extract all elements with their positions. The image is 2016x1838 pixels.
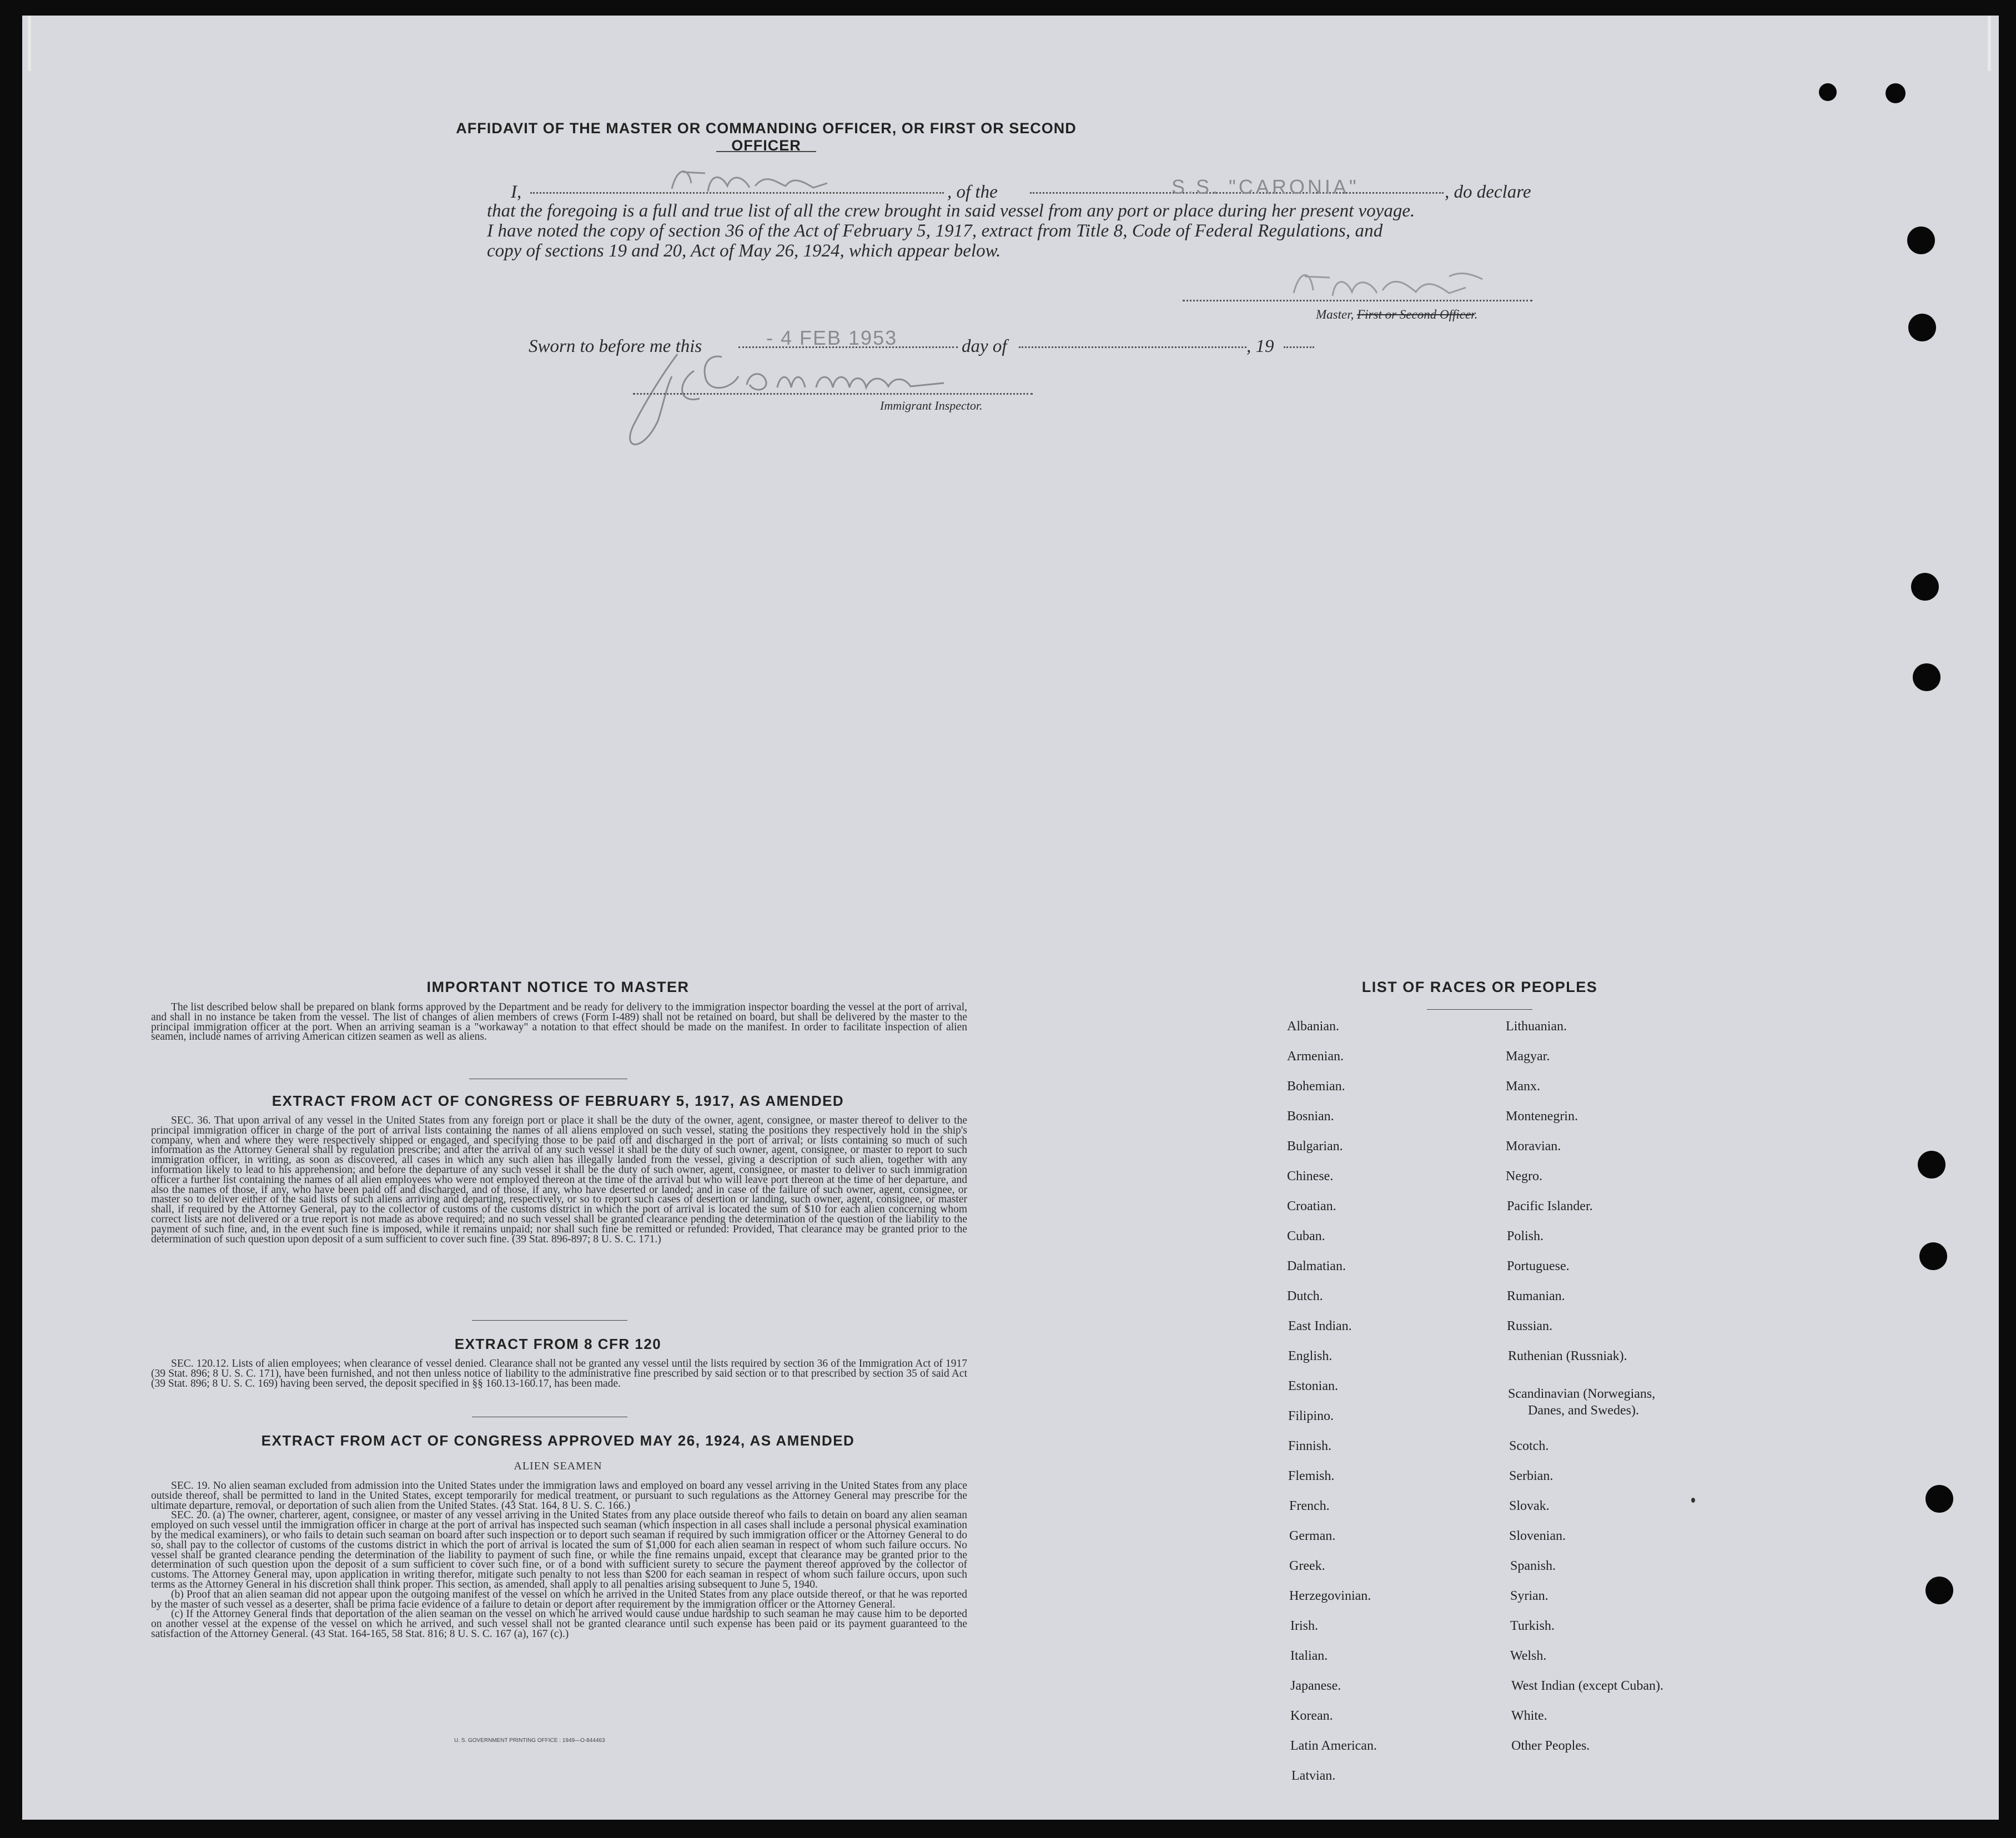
punch-hole <box>1925 1485 1953 1513</box>
extract-1917-body <box>151 1116 967 1244</box>
punch-hole <box>1886 83 1906 103</box>
race-item: Cuban. <box>1287 1229 1325 1243</box>
race-item: Estonian. <box>1288 1379 1338 1393</box>
extract-cfr-title: EXTRACT FROM 8 CFR 120 <box>454 1336 662 1352</box>
inspector-signature-line[interactable] <box>633 393 1033 395</box>
do-declare-label: , do declare <box>1445 182 1531 202</box>
race-item: Turkish. <box>1510 1619 1555 1633</box>
corner-mark-left <box>28 16 31 71</box>
race-item: Manx. <box>1506 1079 1540 1094</box>
year-blank[interactable] <box>1284 346 1314 348</box>
race-item: Serbian. <box>1509 1469 1554 1483</box>
race-item: Greek. <box>1289 1559 1325 1573</box>
sec-20a-paragraph: SEC. 20. (a) The owner, charterer, agent, consignee, or master of any vessel arriving in the United States from any place outside thereof who fails to detain on board any alien seaman employed on such vessel until the immigration officer in charge at the port of arrival has inspected such seaman (which inspection in all cases shall include a personal physical examination by the medical examiners), or who fails to detain such seaman on board after such inspection or to deport such seaman if required by such immigration officer or the Attorney General to do so, shall pay to the collector of customs of the customs district in which the port of arrival is located the sum of $1,000 for each alien seaman in respect of whom such failure occurs. No vessel shall be granted clearance pending the determination of the liability to payment of such fine, or while the fine remains unpaid, except that clearance may be granted prior to the determination of such question upon the deposit of a sum sufficient to cover such fine, or of a bond with sufficient surety to secure the payment thereof approved by the collector of customs. The Attorney General may, upon application in writing therefor, mitigate such penalty to not less than $200 for each seaman in respect of whom such failure occurs, upon such terms as the Attorney General in his discretion shall think proper. This section, as amended, shall apply to all penalties arising subsequent to June 5, 1940. <box>151 1509 967 1590</box>
extract-1917-divider <box>472 1320 627 1321</box>
race-item: Flemish. <box>1288 1469 1335 1483</box>
ink-speck <box>1691 1498 1695 1503</box>
race-item: Negro. <box>1506 1169 1542 1184</box>
race-item: Other Peoples. <box>1511 1739 1590 1753</box>
race-item: English. <box>1288 1349 1333 1363</box>
race-item: Syrian. <box>1510 1589 1549 1603</box>
punch-hole <box>1911 573 1939 601</box>
inspector-caption: Immigrant Inspector. <box>880 399 983 412</box>
race-item: West Indian (except Cuban). <box>1511 1679 1663 1693</box>
i-label: I, <box>511 182 522 202</box>
race-item: French. <box>1289 1499 1330 1513</box>
race-item: Spanish. <box>1510 1559 1556 1573</box>
race-item: Korean. <box>1290 1709 1333 1723</box>
race-item: German. <box>1289 1529 1336 1543</box>
corner-mark-right <box>1988 16 1991 71</box>
race-item: Latin American. <box>1290 1739 1377 1753</box>
race-item: Dalmatian. <box>1287 1259 1346 1273</box>
punch-hole <box>1908 314 1936 341</box>
race-item: Polish. <box>1507 1229 1544 1243</box>
race-item: Welsh. <box>1510 1649 1547 1663</box>
race-item: Herzegovinian. <box>1289 1589 1371 1603</box>
race-item: Scandinavian (Norwegians, <box>1508 1387 1656 1401</box>
race-item: Portuguese. <box>1507 1259 1570 1273</box>
notice-body <box>151 1003 967 1042</box>
race-item: Italian. <box>1290 1649 1328 1663</box>
race-item: Moravian. <box>1506 1139 1561 1154</box>
race-item: Bosnian. <box>1287 1109 1334 1124</box>
race-item: Filipino. <box>1288 1409 1334 1423</box>
race-item: Magyar. <box>1506 1049 1550 1064</box>
race-item: Pacific Islander. <box>1507 1199 1593 1213</box>
struck-officer-text: First or Second Officer <box>1357 308 1475 321</box>
race-item: Albanian. <box>1287 1019 1339 1034</box>
ship-name-stamp: S.S. "CARONIA" <box>1172 175 1359 198</box>
affidavit-line-2: that the foregoing is a full and true list of all the crew brought in said vessel from any port or place during her present voyage. <box>487 201 1415 221</box>
race-item: Slovak. <box>1509 1499 1550 1513</box>
sec-20b-paragraph: (b) Proof that an alien seaman did not appear upon the outgoing manifest of the vessel on which he arrived in the United States from any place outside thereof, or that he was reported by the master of such vessel as a deserter, shall be prima facie evidence of a failure to detain or deport after requirement by the immigration officer or the Attorney General. <box>151 1588 967 1610</box>
master-name-signature <box>666 161 833 200</box>
document-page <box>22 16 1999 1820</box>
race-item: Rumanian. <box>1507 1289 1565 1303</box>
race-item: Danes, and Swedes). <box>1528 1403 1639 1418</box>
notice-title: IMPORTANT NOTICE TO MASTER <box>426 979 690 995</box>
sworn-date-stamp: - 4 FEB 1953 <box>766 326 898 349</box>
race-item: Latvian. <box>1291 1769 1336 1783</box>
punch-hole <box>1913 663 1940 691</box>
sec-19-paragraph: SEC. 19. No alien seaman excluded from admission into the United States under the immigration laws and employed on board any vessel arriving in the United States from any place outside thereof, shall be permitted to land in the United States, except temporarily for medical treatment, or pursuant to such regulations as the Attorney General may prescribe for the ultimate departure, removal, or deportation of such alien from the United States. (43 Stat. 164, 8 U. S. C. 166.) <box>151 1480 967 1512</box>
year-prefix: , 19 <box>1246 336 1274 356</box>
race-item: East Indian. <box>1288 1319 1352 1333</box>
title-underline <box>716 151 816 152</box>
race-item: Finnish. <box>1288 1439 1332 1453</box>
sec-20c-paragraph: (c) If the Attorney General finds that deportation of the alien seaman on the vessel on which he arrived would cause undue hardship to such seaman he may cause him to be deported on another vessel at the expense of the vessel on which he arrived, and such vessel shall not be granted clearance until such expense has been paid or its payment guaranteed to the satisfaction of the Attorney General. (43 Stat. 164-165, 58 Stat. 816; 8 U. S. C. 167 (a), 167 (c).) <box>151 1608 967 1640</box>
race-item: Scotch. <box>1509 1439 1549 1453</box>
affidavit-line-4: copy of sections 19 and 20, Act of May 26, 1924, which appear below. <box>487 241 1001 261</box>
affidavit-title: AFFIDAVIT OF THE MASTER OR COMMANDING OFFICER, OR FIRST OR SECOND OFFICER <box>456 120 1077 154</box>
race-item: Bohemian. <box>1287 1079 1345 1094</box>
race-item: Croatian. <box>1287 1199 1336 1213</box>
printer-line: U. S. GOVERNMENT PRINTING OFFICE : 1949—O-844463 <box>454 1738 605 1744</box>
punch-hole <box>1907 226 1935 254</box>
race-item: Slovenian. <box>1509 1529 1566 1543</box>
extract-1924-body <box>151 1481 967 1639</box>
sworn-label: Sworn to before me this <box>529 336 702 356</box>
master-caption-text: Master, <box>1316 308 1354 321</box>
race-item: Ruthenian (Russniak). <box>1508 1349 1627 1363</box>
notice-paragraph: The list described below shall be prepared on blank forms approved by the Department and be ready for delivery to the immigration inspector boarding the vessel at the port of arrival, and shall in no instance be taken from the vessel. The list of changes of alien members of crews (Form I-489) shall not be retained on board, but shall be delivered by the master to the principal immigration officer at the port. When an arriving seaman is a "workaway" a notation to that effect should be made on the manifest. In order to facilitate inspection of alien seamen, include names of arriving American citizen seamen as well as aliens. <box>151 1001 967 1043</box>
master-signature <box>1283 260 1516 310</box>
extract-1917-title: EXTRACT FROM ACT OF CONGRESS OF FEBRUARY 5, 1917, AS AMENDED <box>272 1092 844 1109</box>
extract-1917-paragraph: SEC. 36. That upon arrival of any vessel in the United States from any foreign port or place it shall be the duty of the owner, agent, consignee, or master thereof to deliver to the principal immigration officer in charge of the port of arrival lists containing the names of all aliens employed on such vessel, stating the positions they respectively hold in the ship's company, when and where they were respectively shipped or engaged, and specifying those to be paid off and discharged in the port of arrival; or lists containing so much of such information as the Attorney General shall by regulation prescribe; and after the arrival of any such vessel it shall be the duty of such owner, agent, consignee, or master to report to such immigration officer, in writing, as soon as discovered, all cases in which any such alien has illegally landed from the vessel, giving a description of such alien, together with any information likely to lead to his apprehension; and before the departure of any such vessel it shall be the duty of such owner, agent, consignee, or master to deliver to such immigration officer a further list containing the names of all alien employees who were not employed thereon at the time of the arrival but who will leave port thereon at the time of her departure, and also the names of those, if any, who have been paid off and discharged, and of those, if any, who have deserted or landed; and in case of the failure of such owner, agent, consignee, or master so to deliver either of the said lists of such aliens arriving and departing, respectively, or so to report such cases of desertion or landing, such owner, agent, consignee, or master shall, if required by the Attorney General, pay to the collector of customs of the customs district in which the port of arrival is located the sum of $10 for each alien concerning whom correct lists are not delivered or a true report is not made as above required; and no such vessel shall be granted clearance pending the determination of the question of the liability to the payment of such fine, and, in the event such fine is imposed, while it remains unpaid; nor shall such fine be remitted or refunded: Provided, That clearance may be granted prior to the determination of such question upon deposit of a sum sufficient to cover such fine. (39 Stat. 896-897; 8 U. S. C. 171.) <box>151 1115 967 1245</box>
master-signature-line[interactable] <box>1183 300 1532 301</box>
races-title: LIST OF RACES OR PEOPLES <box>1361 979 1598 995</box>
day-of-label: day of <box>962 336 1007 356</box>
of-the-label: , of the <box>947 182 998 202</box>
race-item: Irish. <box>1290 1619 1318 1633</box>
affidavit-line-3: I have noted the copy of section 36 of the Act of February 5, 1917, extract from Title 8, Code of Federal Regulations, and <box>487 221 1383 241</box>
alien-seamen-subtitle: ALIEN SEAMEN <box>514 1460 602 1472</box>
month-blank[interactable] <box>1019 346 1246 348</box>
race-item: Japanese. <box>1290 1679 1341 1693</box>
race-item: Lithuanian. <box>1506 1019 1567 1034</box>
race-item: Russian. <box>1507 1319 1553 1333</box>
race-item: Bulgarian. <box>1287 1139 1343 1154</box>
race-item: Dutch. <box>1287 1289 1323 1303</box>
master-caption-end: . <box>1474 308 1478 321</box>
race-item: Armenian. <box>1287 1049 1344 1064</box>
punch-hole <box>1925 1577 1953 1604</box>
extract-cfr-paragraph: SEC. 120.12. Lists of alien employees; when clearance of vessel denied. Clearance shall not be granted any vessel until the lists required by section 36 of the Immigration Act of 1917 (39 Stat. 896; 8 U. S. C. 171), have been furnished, and not then unless notice of liability to the administrative fine prescribed by said section or to that prescribed by section 35 of said Act (39 Stat. 896; 8 U. S. C. 169) having been served, the deposit specified in §§ 160.13-160.17, has been made. <box>151 1358 967 1389</box>
extract-1924-title: EXTRACT FROM ACT OF CONGRESS APPROVED MAY 26, 1924, AS AMENDED <box>261 1432 855 1449</box>
extract-cfr-body <box>151 1359 967 1388</box>
punch-hole <box>1819 83 1837 101</box>
punch-hole <box>1919 1242 1947 1270</box>
race-item: Montenegrin. <box>1506 1109 1578 1124</box>
race-item: White. <box>1511 1709 1547 1723</box>
races-underline <box>1427 1009 1532 1010</box>
master-caption <box>1316 308 1477 322</box>
race-item: Chinese. <box>1287 1169 1334 1184</box>
punch-hole <box>1918 1151 1945 1179</box>
